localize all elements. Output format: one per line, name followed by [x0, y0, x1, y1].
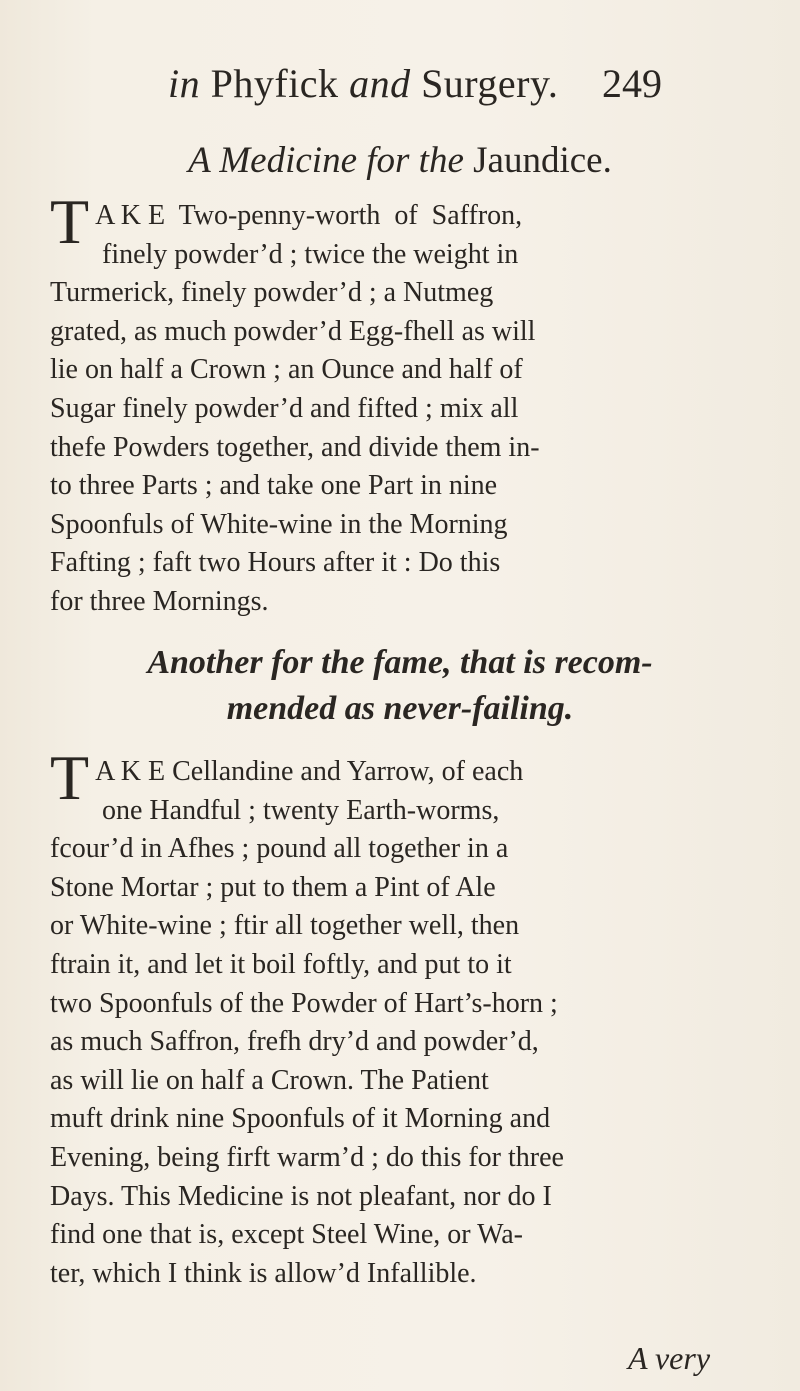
section1-paragraph — [50, 186, 765, 622]
section1-line: Sugar finely powder’d and fifted ; mix all — [50, 392, 519, 424]
section1-heading-italic: A Medicine for the — [188, 140, 464, 181]
section1-dropcap: T — [50, 186, 90, 257]
section2-dropcap: T — [50, 742, 90, 813]
running-head-title — [168, 60, 558, 107]
section1-line: Spoonfuls of White-wine in the Morning — [50, 508, 508, 540]
section2-heading-line1: Another for the fame, that is recom- — [147, 644, 653, 681]
section2-line: muft drink nine Spoonfuls of it Morning and — [50, 1103, 551, 1135]
section2-heading-line2: mended as never-failing. — [226, 690, 574, 727]
section1-heading — [0, 138, 800, 184]
catchword: A very — [628, 1340, 711, 1376]
running-head — [0, 60, 800, 110]
section2-line: one Handful ; twenty Earth-worms, — [102, 794, 500, 826]
section1-first-line-text: A K E Two-penny-worth of Saffron, — [95, 200, 523, 231]
section2-line: as will lie on half a Crown. The Patient — [50, 1064, 489, 1096]
section1-line: to three Parts ; and take one Part in nine — [50, 470, 498, 502]
page-number: 249 — [602, 61, 662, 106]
section2-first-line-text: A K E Cellandine and Yarrow, of each — [95, 756, 524, 787]
section2-line: ter, which I think is allow’d Infallible. — [50, 1257, 477, 1289]
section2-line: Stone Mortar ; put to them a Pint of Ale — [50, 871, 496, 903]
section2-line: ftrain it, and let it boil foftly, and put to it — [50, 948, 512, 980]
rh-word-and: and — [349, 61, 411, 106]
section2-line: fcour’d in Afhes ; pound all together in a — [50, 833, 509, 865]
section2-line: Days. This Medicine is not pleafant, nor do I — [50, 1180, 552, 1212]
section1-line: Fafting ; faft two Hours after it : Do this — [50, 547, 501, 579]
rh-word-physick: Phyfick — [210, 61, 339, 106]
section2-line: Evening, being firft warm’d ; do this for three — [50, 1141, 564, 1173]
rh-word-in: in — [168, 61, 201, 106]
section1-line: finely powder’d ; twice the weight in — [102, 238, 519, 270]
section1-line: thefe Powders together, and divide them in- — [50, 431, 540, 463]
section1-line: lie on half a Crown ; an Ounce and half of — [50, 354, 523, 386]
section1-heading-roman: Jaundice. — [473, 140, 612, 181]
section1-line: Turmerick, finely powder’d ; a Nutmeg — [50, 277, 494, 309]
section2-line: or White-wine ; ftir all together well, then — [50, 910, 520, 942]
section1-line: for three Mornings. — [50, 585, 269, 617]
section2-line: as much Saffron, frefh dry’d and powder’d, — [50, 1026, 539, 1058]
section2-line: two Spoonfuls of the Powder of Hart’s-horn ; — [50, 987, 558, 1019]
section1-line: grated, as much powder’d Egg-fhell as will — [50, 315, 536, 347]
section2-line: find one that is, except Steel Wine, or Wa- — [50, 1219, 524, 1251]
rh-word-surgery: Surgery. — [421, 61, 559, 106]
section2-paragraph — [50, 742, 765, 1293]
